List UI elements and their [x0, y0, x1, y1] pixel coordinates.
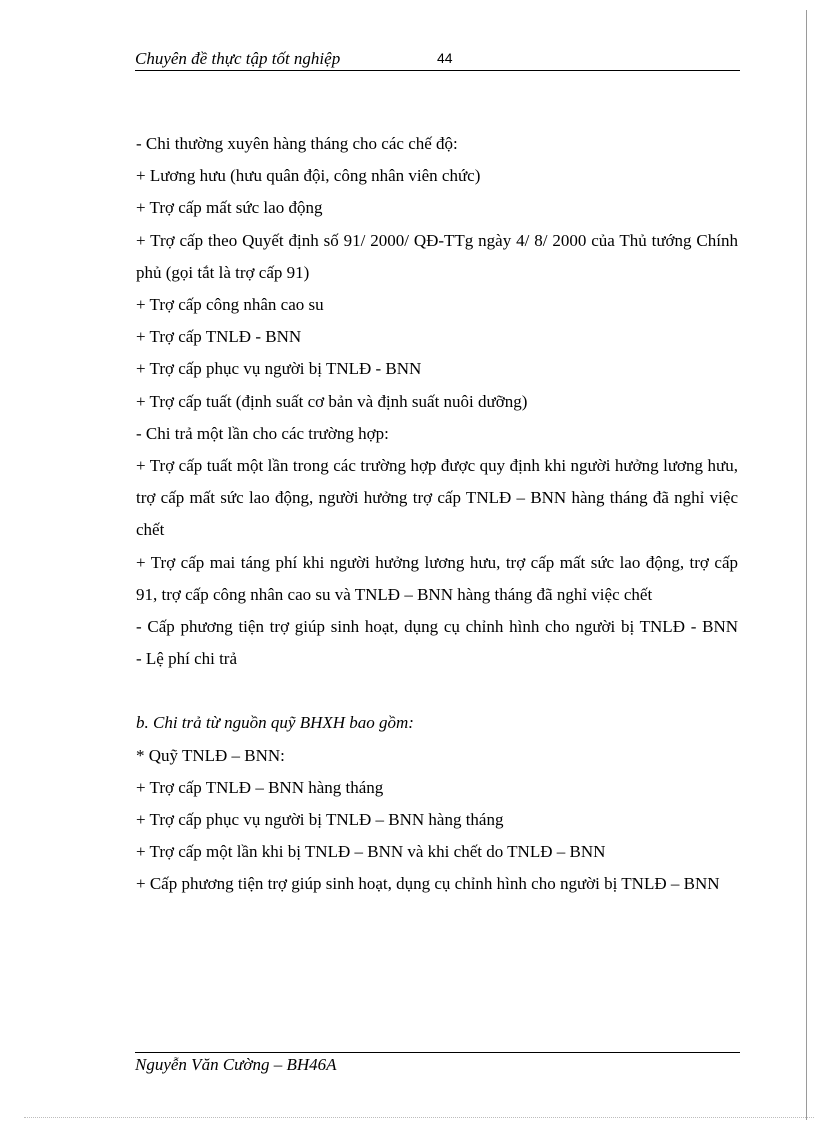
page-shadow-right	[804, 10, 808, 1120]
paragraph: + Trợ cấp TNLĐ – BNN hàng tháng	[136, 777, 384, 797]
page-number: 44	[437, 50, 453, 66]
paragraph: - Chi trả một lần cho các trường hợp:	[136, 423, 389, 443]
paragraph: + Trợ cấp tuất một lần trong các trường hợp được quy định khi người hưởng lương hưu, trợ cấp mất sức lao động, người hưởng trợ cấp TNLĐ – BNN hàng tháng đã nghỉ việc chết	[136, 456, 738, 540]
paragraph: + Trợ cấp TNLĐ - BNN	[136, 327, 302, 347]
document-body	[136, 128, 738, 901]
header-rule	[135, 70, 740, 71]
paragraph: - Lệ phí chi trả	[136, 649, 238, 669]
paragraph: + Trợ cấp tuất (định suất cơ bản và định suất nuôi dưỡng)	[136, 391, 528, 411]
paragraph: + Trợ cấp mất sức lao động	[136, 198, 323, 218]
paragraph: + Lương hưu (hưu quân đội, công nhân viên chức)	[136, 166, 481, 186]
paragraph: + Trợ cấp mai táng phí khi người hưởng lương hưu, trợ cấp mất sức lao động, trợ cấp 91, trợ cấp công nhân cao su và TNLĐ – BNN hàng tháng đã nghỉ việc chết	[136, 552, 738, 604]
paragraph: - Chi thường xuyên hàng tháng cho các chế độ:	[136, 134, 458, 153]
header-title: Chuyên đề thực tập tốt nghiệp	[135, 49, 341, 68]
section-heading: b. Chi trả từ nguồn quỹ BHXH bao gồm:	[136, 713, 414, 733]
footer-rule	[135, 1052, 740, 1053]
paragraph: + Trợ cấp phục vụ người bị TNLĐ - BNN	[136, 359, 422, 379]
paragraph: + Trợ cấp theo Quyết định số 91/ 2000/ QĐ-TTg ngày 4/ 8/ 2000 của Thủ tướng Chính phủ (gọi tắt là trợ cấp 91)	[136, 230, 738, 282]
paragraph: + Cấp phương tiện trợ giúp sinh hoạt, dụng cụ chỉnh hình cho người bị TNLĐ – BNN	[136, 874, 720, 894]
paragraph: * Quỹ TNLĐ – BNN:	[136, 745, 285, 765]
paragraph: + Trợ cấp công nhân cao su	[136, 295, 324, 315]
paragraph: + Trợ cấp phục vụ người bị TNLĐ – BNN hàng tháng	[136, 810, 504, 830]
footer-author: Nguyễn Văn Cường – BH46A	[135, 1055, 337, 1074]
paragraph: + Trợ cấp một lần khi bị TNLĐ – BNN và khi chết do TNLĐ – BNN	[136, 842, 606, 862]
paragraph: - Cấp phương tiện trợ giúp sinh hoạt, dụng cụ chỉnh hình cho người bị TNLĐ - BNN	[136, 617, 738, 637]
page-bottom-border	[24, 1117, 814, 1119]
